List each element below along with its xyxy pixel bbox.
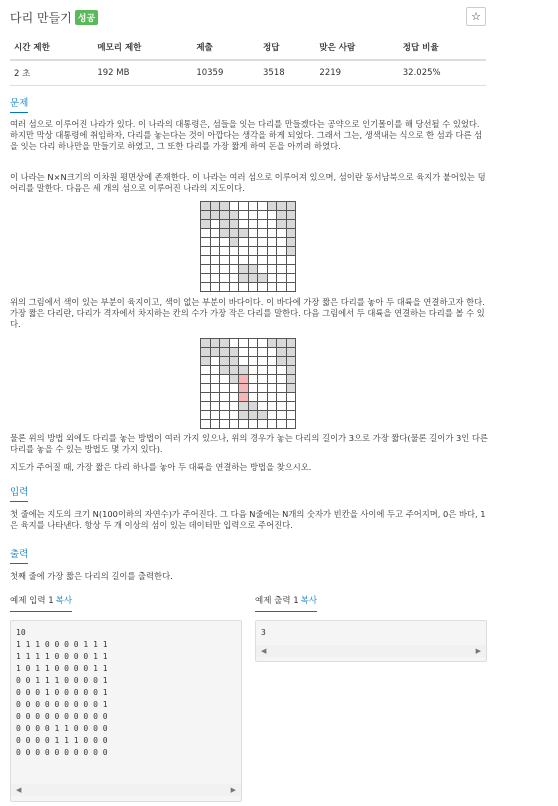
header-ratio: 정답 비율 bbox=[399, 36, 486, 60]
sea-cell bbox=[248, 420, 258, 429]
output-heading-text: 출력 bbox=[10, 546, 28, 564]
sea-cell bbox=[201, 238, 211, 247]
header-memory-limit: 메모리 제한 bbox=[93, 36, 192, 60]
land-cell bbox=[210, 211, 220, 220]
sea-cell bbox=[210, 420, 220, 429]
sea-cell bbox=[239, 283, 249, 292]
sea-cell bbox=[239, 357, 249, 366]
land-cell bbox=[248, 402, 258, 411]
map-row bbox=[201, 202, 296, 211]
problem-paragraph-5: 지도가 주어질 때, 가장 짧은 다리 하나를 놓아 두 대륙을 연결하는 방법을 찾으시오. bbox=[10, 462, 312, 472]
sea-cell bbox=[229, 384, 239, 393]
sea-cell bbox=[210, 357, 220, 366]
sea-cell bbox=[267, 229, 277, 238]
sea-cell bbox=[210, 229, 220, 238]
example-input-label: 예제 입력 1 bbox=[10, 596, 54, 606]
land-cell bbox=[286, 211, 296, 220]
sea-cell bbox=[210, 238, 220, 247]
example-output-label: 예제 출력 1 bbox=[255, 596, 299, 606]
scroll-right-icon[interactable]: ▶ bbox=[475, 647, 481, 655]
value-solvers: 2219 bbox=[315, 60, 398, 86]
map-row bbox=[201, 283, 296, 292]
bridge-cell bbox=[239, 393, 249, 402]
sea-cell bbox=[258, 220, 268, 229]
sea-cell bbox=[210, 411, 220, 420]
land-cell bbox=[286, 357, 296, 366]
value-memory-limit: 192 MB bbox=[93, 60, 192, 86]
land-cell bbox=[229, 375, 239, 384]
sea-cell bbox=[267, 402, 277, 411]
value-time-limit: 2 초 bbox=[10, 60, 93, 86]
sea-cell bbox=[277, 256, 287, 265]
sea-cell bbox=[248, 229, 258, 238]
sea-cell bbox=[239, 211, 249, 220]
land-cell bbox=[229, 220, 239, 229]
bridge-cell bbox=[239, 375, 249, 384]
header-solvers: 맞은 사람 bbox=[315, 36, 398, 60]
sea-cell bbox=[258, 247, 268, 256]
sea-cell bbox=[267, 256, 277, 265]
land-cell bbox=[286, 202, 296, 211]
sea-cell bbox=[210, 366, 220, 375]
problem-title bbox=[10, 9, 98, 26]
land-cell bbox=[286, 229, 296, 238]
sea-cell bbox=[267, 411, 277, 420]
land-cell bbox=[210, 202, 220, 211]
sea-cell bbox=[248, 384, 258, 393]
land-cell bbox=[210, 339, 220, 348]
sea-cell bbox=[220, 420, 230, 429]
sea-cell bbox=[248, 238, 258, 247]
sea-cell bbox=[267, 393, 277, 402]
sea-cell bbox=[229, 256, 239, 265]
sea-cell bbox=[201, 393, 211, 402]
sea-cell bbox=[201, 247, 211, 256]
sea-cell bbox=[258, 384, 268, 393]
land-cell bbox=[286, 375, 296, 384]
sea-cell bbox=[277, 420, 287, 429]
land-cell bbox=[229, 348, 239, 357]
sea-cell bbox=[258, 393, 268, 402]
sea-cell bbox=[248, 357, 258, 366]
header-accepted: 정답 bbox=[259, 36, 315, 60]
sea-cell bbox=[286, 256, 296, 265]
land-cell bbox=[239, 366, 249, 375]
land-cell bbox=[210, 348, 220, 357]
sea-cell bbox=[239, 238, 249, 247]
star-icon[interactable]: ☆ bbox=[466, 7, 486, 26]
land-cell bbox=[248, 265, 258, 274]
input-description: 첫 줄에는 지도의 크기 N(100이하의 자연수)가 주어진다. 그 다음 N줄에는 N개의 숫자가 빈칸을 사이에 두고 주어지며, 0은 바다, 1은 육지를 나타낸다. 항상 두 개 이상의 섬이 있는 데이터만 입력으로 주어진다. bbox=[10, 509, 486, 530]
sea-cell bbox=[210, 402, 220, 411]
sea-cell bbox=[248, 366, 258, 375]
land-cell bbox=[220, 357, 230, 366]
land-cell bbox=[267, 339, 277, 348]
land-cell bbox=[286, 238, 296, 247]
sea-cell bbox=[201, 274, 211, 283]
sea-cell bbox=[201, 283, 211, 292]
example-input-label-wrap bbox=[10, 594, 72, 612]
sea-cell bbox=[220, 402, 230, 411]
problem-paragraph-2: 이 나라는 N×N크기의 이차원 평면상에 존재한다. 이 나라는 여러 섬으로 이루어져 있으며, 섬이란 동서남북으로 육지가 붙어있는 덩어리를 말한다. 다음은 세 개의 섬으로 이루어진 나라의 지도이다. bbox=[10, 172, 486, 193]
sea-cell bbox=[229, 202, 239, 211]
sea-cell bbox=[277, 274, 287, 283]
sea-cell bbox=[210, 384, 220, 393]
sea-cell bbox=[220, 393, 230, 402]
problem-paragraph-3: 위의 그림에서 색이 있는 부분이 육지이고, 색이 없는 부분이 바다이다. 이 바다에 가장 짧은 다리를 놓아 두 대륙을 연결하고자 한다. 가장 짧은 다리란, 다리가 격자에서 차지하는 칸의 수가 가장 작은 다리를 말한다. 다음 그림에서 두 대륙을 연결하는 다리를 볼 수 있다. bbox=[10, 297, 485, 329]
sea-cell bbox=[239, 420, 249, 429]
sea-cell bbox=[239, 202, 249, 211]
land-cell bbox=[286, 384, 296, 393]
sea-cell bbox=[267, 211, 277, 220]
sea-cell bbox=[229, 247, 239, 256]
sea-cell bbox=[267, 274, 277, 283]
sea-cell bbox=[286, 274, 296, 283]
sea-cell bbox=[229, 402, 239, 411]
sea-cell bbox=[258, 402, 268, 411]
sea-cell bbox=[248, 283, 258, 292]
value-submissions: 10359 bbox=[192, 60, 259, 86]
land-cell bbox=[239, 274, 249, 283]
problem-paragraph-1: 여러 섬으로 이루어진 나라가 있다. 이 나라의 대통령은, 섬들을 잇는 다리를 만들겠다는 공약으로 인기몰이를 해 당선될 수 있었다. 하지만 막상 대통령에 취임하자, 다리를 놓는다는 것이 아깝다는 생각을 하게 되었다. 그래서 그는, 생색내는 식으로 한 섬과 다른 섬을 잇는 다리 하나만을 만들기로 하였고, 그 또한 다리를 가장 짧게 하여 돈을 아끼려 하였다. bbox=[10, 119, 483, 151]
sea-cell bbox=[239, 247, 249, 256]
land-cell bbox=[239, 402, 249, 411]
sea-cell bbox=[229, 274, 239, 283]
problem-heading bbox=[10, 95, 28, 113]
sea-cell bbox=[277, 384, 287, 393]
info-header-row bbox=[10, 36, 486, 60]
sea-cell bbox=[201, 384, 211, 393]
sea-cell bbox=[277, 283, 287, 292]
example-output-heading bbox=[255, 594, 317, 612]
land-cell bbox=[229, 229, 239, 238]
problem-info-table bbox=[10, 36, 486, 86]
land-cell bbox=[277, 339, 287, 348]
sea-cell bbox=[248, 220, 258, 229]
sea-cell bbox=[258, 202, 268, 211]
info-value-row bbox=[10, 60, 486, 86]
sea-cell bbox=[267, 420, 277, 429]
sea-cell bbox=[277, 265, 287, 274]
sea-cell bbox=[258, 366, 268, 375]
problem-title-text: 다리 만들기 bbox=[10, 11, 72, 25]
scroll-right-icon[interactable]: ▶ bbox=[230, 786, 236, 794]
sea-cell bbox=[248, 348, 258, 357]
sea-cell bbox=[258, 229, 268, 238]
example-input-scrollbar[interactable] bbox=[11, 784, 241, 796]
example-output-label-wrap bbox=[255, 594, 317, 612]
sea-cell bbox=[258, 348, 268, 357]
sea-cell bbox=[277, 229, 287, 238]
land-cell bbox=[239, 411, 249, 420]
header-submissions: 제출 bbox=[192, 36, 259, 60]
sea-cell bbox=[220, 247, 230, 256]
map-row bbox=[201, 339, 296, 348]
sea-cell bbox=[210, 375, 220, 384]
map-row bbox=[201, 247, 296, 256]
sea-cell bbox=[210, 274, 220, 283]
sea-cell bbox=[267, 247, 277, 256]
land-cell bbox=[220, 348, 230, 357]
land-cell bbox=[201, 357, 211, 366]
land-cell bbox=[239, 265, 249, 274]
sea-cell bbox=[239, 220, 249, 229]
input-heading-text: 입력 bbox=[10, 484, 28, 502]
scroll-left-icon[interactable]: ◀ bbox=[16, 786, 22, 794]
land-cell bbox=[248, 411, 258, 420]
land-cell bbox=[201, 211, 211, 220]
land-cell bbox=[229, 211, 239, 220]
sea-cell bbox=[258, 211, 268, 220]
land-cell bbox=[220, 339, 230, 348]
map-row bbox=[201, 402, 296, 411]
sea-cell bbox=[277, 247, 287, 256]
land-cell bbox=[248, 274, 258, 283]
land-cell bbox=[201, 339, 211, 348]
bridge-map-figure bbox=[200, 338, 296, 429]
map-row bbox=[201, 211, 296, 220]
sea-cell bbox=[248, 211, 258, 220]
sea-cell bbox=[210, 283, 220, 292]
sea-cell bbox=[220, 265, 230, 274]
status-badge: 성공 bbox=[75, 10, 98, 25]
land-cell bbox=[229, 238, 239, 247]
sea-cell bbox=[286, 411, 296, 420]
sea-cell bbox=[258, 420, 268, 429]
land-cell bbox=[277, 357, 287, 366]
map-row bbox=[201, 238, 296, 247]
land-cell bbox=[229, 357, 239, 366]
sea-cell bbox=[210, 393, 220, 402]
land-cell bbox=[239, 229, 249, 238]
map-row bbox=[201, 411, 296, 420]
output-heading bbox=[10, 546, 28, 564]
sea-cell bbox=[267, 357, 277, 366]
sea-cell bbox=[210, 265, 220, 274]
sea-cell bbox=[248, 339, 258, 348]
sea-cell bbox=[258, 357, 268, 366]
sea-cell bbox=[258, 339, 268, 348]
sea-cell bbox=[210, 256, 220, 265]
problem-paragraph-4: 물론 위의 방법 외에도 다리를 놓는 방법이 여러 가지 있으나, 위의 경우가 놓는 다리의 길이가 3으로 가장 짧다(물론 길이가 3인 다른 다리를 놓을 수 있는 방법도 몇 가지 있다). bbox=[10, 433, 488, 454]
problem-heading-text: 문제 bbox=[10, 95, 28, 113]
sea-cell bbox=[258, 265, 268, 274]
sea-cell bbox=[229, 265, 239, 274]
sea-cell bbox=[220, 384, 230, 393]
map-row bbox=[201, 357, 296, 366]
land-cell bbox=[258, 274, 268, 283]
header-time-limit: 시간 제한 bbox=[10, 36, 93, 60]
land-cell bbox=[286, 220, 296, 229]
land-cell bbox=[220, 211, 230, 220]
sea-cell bbox=[220, 238, 230, 247]
land-cell bbox=[286, 339, 296, 348]
sea-cell bbox=[220, 411, 230, 420]
sea-cell bbox=[258, 238, 268, 247]
sea-cell bbox=[286, 283, 296, 292]
sea-cell bbox=[229, 420, 239, 429]
sea-cell bbox=[277, 238, 287, 247]
sea-cell bbox=[201, 229, 211, 238]
sea-cell bbox=[277, 402, 287, 411]
sea-cell bbox=[248, 393, 258, 402]
land-cell bbox=[220, 366, 230, 375]
land-cell bbox=[277, 220, 287, 229]
sea-cell bbox=[201, 265, 211, 274]
land-cell bbox=[277, 211, 287, 220]
sea-cell bbox=[286, 265, 296, 274]
problem-title-bar bbox=[10, 6, 486, 28]
sea-cell bbox=[220, 274, 230, 283]
sea-cell bbox=[229, 393, 239, 402]
map-row bbox=[201, 375, 296, 384]
sea-cell bbox=[286, 402, 296, 411]
input-heading bbox=[10, 484, 28, 502]
sea-cell bbox=[277, 411, 287, 420]
sea-cell bbox=[258, 256, 268, 265]
sea-cell bbox=[277, 375, 287, 384]
land-cell bbox=[258, 411, 268, 420]
sea-cell bbox=[277, 366, 287, 375]
example-input-box[interactable]: 10 1 1 1 0 0 0 0 1 1 1 1 1 1 1 0 0 0 0 1 1 1 0 1 1 0 0 0 0 1 1 0 0 1 1 1 0 0 0 0 1 0 0 0 1 0 0 0 0 0 1 0 0 0 0 0 0 0 0 0 1 0 0 0 0 0 0 0 0 0 0 0 0 0 0 1 1 0 0 0 0 0 0 0 0 1 1 1 0 0 0 0 0 0 0 0 0 0 0 0 0 bbox=[10, 620, 242, 802]
map-row bbox=[201, 274, 296, 283]
map-row bbox=[201, 348, 296, 357]
sea-cell bbox=[201, 411, 211, 420]
land-cell bbox=[201, 348, 211, 357]
output-description: 첫째 줄에 가장 짧은 다리의 길이를 출력한다. bbox=[10, 571, 173, 581]
example-input-heading bbox=[10, 594, 72, 612]
value-ratio: 32.025% bbox=[399, 60, 486, 86]
sea-cell bbox=[267, 220, 277, 229]
copy-input-button[interactable]: 복사 bbox=[55, 596, 73, 606]
sea-cell bbox=[267, 348, 277, 357]
sea-cell bbox=[201, 375, 211, 384]
land-cell bbox=[286, 366, 296, 375]
sea-cell bbox=[229, 283, 239, 292]
map-row bbox=[201, 256, 296, 265]
sea-cell bbox=[201, 420, 211, 429]
sea-cell bbox=[267, 375, 277, 384]
sea-cell bbox=[248, 202, 258, 211]
bridge-cell bbox=[239, 384, 249, 393]
sea-cell bbox=[258, 283, 268, 292]
sea-cell bbox=[229, 339, 239, 348]
sea-cell bbox=[201, 256, 211, 265]
land-cell bbox=[267, 202, 277, 211]
example-output-scrollbar[interactable] bbox=[256, 645, 486, 657]
map-row bbox=[201, 265, 296, 274]
sea-cell bbox=[286, 393, 296, 402]
example-output-box[interactable]: 3 bbox=[255, 620, 487, 662]
land-cell bbox=[277, 202, 287, 211]
sea-cell bbox=[201, 366, 211, 375]
land-cell bbox=[286, 247, 296, 256]
copy-output-button[interactable]: 복사 bbox=[300, 596, 318, 606]
sea-cell bbox=[248, 375, 258, 384]
sea-cell bbox=[267, 384, 277, 393]
sea-cell bbox=[220, 256, 230, 265]
land-cell bbox=[220, 220, 230, 229]
sea-cell bbox=[239, 348, 249, 357]
land-cell bbox=[201, 202, 211, 211]
sea-cell bbox=[210, 247, 220, 256]
land-cell bbox=[220, 229, 230, 238]
sea-cell bbox=[267, 283, 277, 292]
value-accepted: 3518 bbox=[259, 60, 315, 86]
sea-cell bbox=[277, 393, 287, 402]
sea-cell bbox=[248, 247, 258, 256]
sea-cell bbox=[239, 339, 249, 348]
map-row bbox=[201, 229, 296, 238]
map-row bbox=[201, 366, 296, 375]
sea-cell bbox=[239, 256, 249, 265]
map-row bbox=[201, 384, 296, 393]
sea-cell bbox=[220, 375, 230, 384]
sea-cell bbox=[220, 283, 230, 292]
sea-cell bbox=[267, 238, 277, 247]
land-cell bbox=[201, 220, 211, 229]
sea-cell bbox=[286, 420, 296, 429]
scroll-left-icon[interactable]: ◀ bbox=[261, 647, 267, 655]
land-cell bbox=[277, 348, 287, 357]
island-map-figure bbox=[200, 201, 296, 292]
sea-cell bbox=[267, 265, 277, 274]
map-row bbox=[201, 420, 296, 429]
land-cell bbox=[220, 202, 230, 211]
land-cell bbox=[286, 348, 296, 357]
sea-cell bbox=[248, 256, 258, 265]
sea-cell bbox=[229, 411, 239, 420]
land-cell bbox=[229, 366, 239, 375]
sea-cell bbox=[210, 220, 220, 229]
map-row bbox=[201, 220, 296, 229]
sea-cell bbox=[258, 375, 268, 384]
sea-cell bbox=[201, 402, 211, 411]
map-row bbox=[201, 393, 296, 402]
sea-cell bbox=[267, 366, 277, 375]
